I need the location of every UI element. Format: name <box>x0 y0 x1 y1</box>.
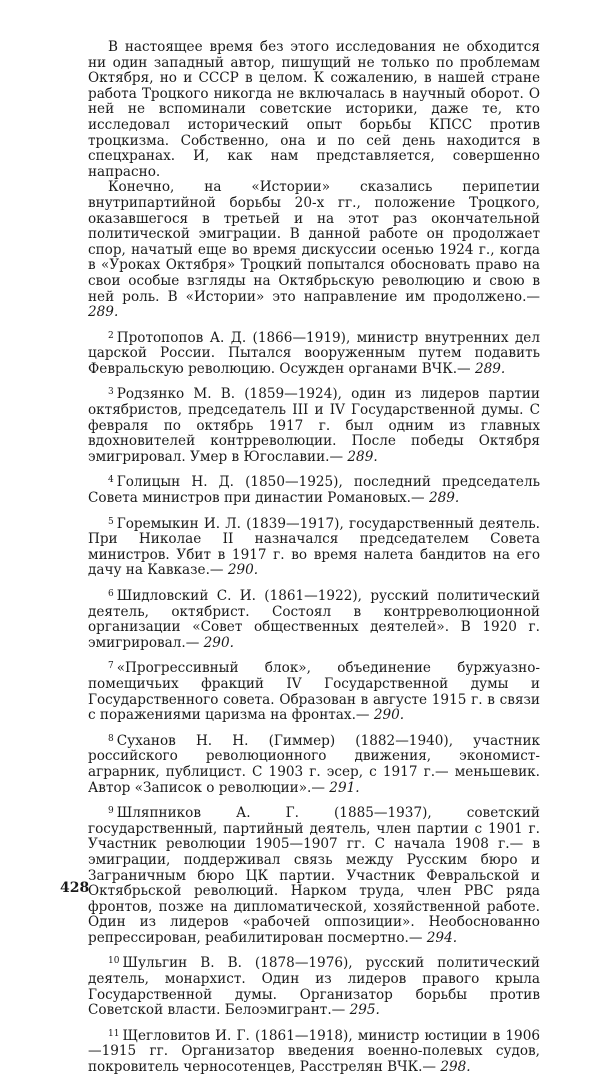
footnote-10: $^{10}$ Шульгин В. В. (1878—1976), русский политический деятель, монархист. Один из лидеров правого крыла Государственной думы. Организатор борьбы против Советской власти. Белоэмигрант.— 295. <box>88 955 540 1019</box>
footnote-8: $^8$ Суханов Н. Н. (Гиммер) (1882—1940), участник российского революционного движения, экономист-аграрник, публицист. С 1903 г. эсер, с 1917 г.— меньшевик. Автор «Записок о революции».— 291. <box>88 732 540 796</box>
page-number: 428 <box>60 880 90 896</box>
page-body <box>88 40 540 1084</box>
intro-text <box>88 40 540 321</box>
page-reference: 289. <box>474 360 506 377</box>
page-reference: 295. <box>349 1002 380 1019</box>
footnote-9: $^9$ Шляпников А. Г. (1885—1937), советский государственный, партийный деятель, член партии с 1901 г. Участник революции 1905—1907 гг. С начала 1908 г.— в эмиграции, поддерживал связь между Русским бюро и Заграничным бюро ЦК партии. Участник Февральской и Октябрьской революций. Нарком труда, член РВС ряда фронтов, позже на дипломатической, хозяйственной работе. Один из лидеров «рабочей оппозиции». Необоснованно репрессирован, реабилитирован посмертно.— 294. <box>88 805 540 946</box>
footnote-4: $^4$ Голицын Н. Д. (1850—1925), последний председатель Совета министров при династии Романовых.— 289. <box>88 474 540 507</box>
footnote-6: $^6$ Шидловский С. И. (1861—1922), русский политический деятель, октябрист. Состоял в контрреволюционной организации «Совет общественных деятелей». В 1920 г. эмигрировал.— 290. <box>88 588 540 651</box>
page-reference: 289. <box>428 490 460 507</box>
page-reference: 298. <box>440 1059 471 1076</box>
page-reference: 290. <box>203 634 234 651</box>
footnote-2: $^2$ Протопопов А. Д. (1866—1919), министр внутренних дел царской России. Пытался вооруженным путем подавить Февральскую революцию. Осужден органами ВЧК.— 289. <box>88 329 540 377</box>
page-reference: 290. <box>227 562 259 579</box>
footnote-3: $^3$ Родзянко М. В. (1859—1924), один из лидеров партии октябристов, председатель III и IV Государственной думы. С февраля по октябрь 1917 г. был одним из главных вдохновителей контрреволюции. После победы Октября эмигрировал. Умер в Югославии.— 289. <box>88 386 540 465</box>
intro-paragraph: В настоящее время без этого исследования не обходится ни один западный автор, пишущий не только по проблемам Октября, но и СССР в целом. К сожалению, в нашей стране работа Троцкого никогда не включалась в научный оборот. О ней не вспоминали советские историки, даже те, кто исследовал исторический опыт борьбы КПСС против троцкизма. Собственно, она и по сей день находится в спецхранах. И, как нам представляется, совершенно напрасно. <box>88 39 540 180</box>
page-reference: 289. <box>347 448 378 465</box>
footnote-11: $^{11}$ Щегловитов И. Г. (1861—1918), министр юстиции в 1906—1915 гг. Организатор введения военно-полевых судов, покровитель черносотенцев, Расстрелян ВЧК.— 298. <box>88 1027 540 1076</box>
page-reference: 289. <box>88 304 119 321</box>
footnote-5: $^5$ Горемыкин И. Л. (1839—1917), государственный деятель. При Николае II назначался председателем Совета министров. Убит в 1917 г. во время налета бандитов на его дачу на Кавказе.— 290. <box>88 515 540 579</box>
page-reference: 294. <box>426 929 458 946</box>
footnote-7: $^7$ «Прогрессивный блок», объединение буржуазно-помещичьих фракций IV Государственной думы и Государственного совета. Образован в августе 1915 г. в связи с поражениями царизма на фронтах.— 290. <box>88 660 540 724</box>
intro-paragraph: Конечно, на «Истории» сказались перипетии внутрипартийной борьбы 20-х гг., положение Троцкого, оказавшегося в третьей и на этот раз окончательной политической эмиграции. В данной работе он продолжает спор, начатый еще во время дискуссии осенью 1924 г., когда в «Уроках Октября» Троцкий попытался обосновать право на свои особые взгляды на Октябрьскую революцию и свою в ней роль. В «Истории» это направление им продолжено.— 289. <box>88 179 540 321</box>
page-reference: 290. <box>373 707 405 724</box>
page-reference: 291. <box>329 779 360 796</box>
